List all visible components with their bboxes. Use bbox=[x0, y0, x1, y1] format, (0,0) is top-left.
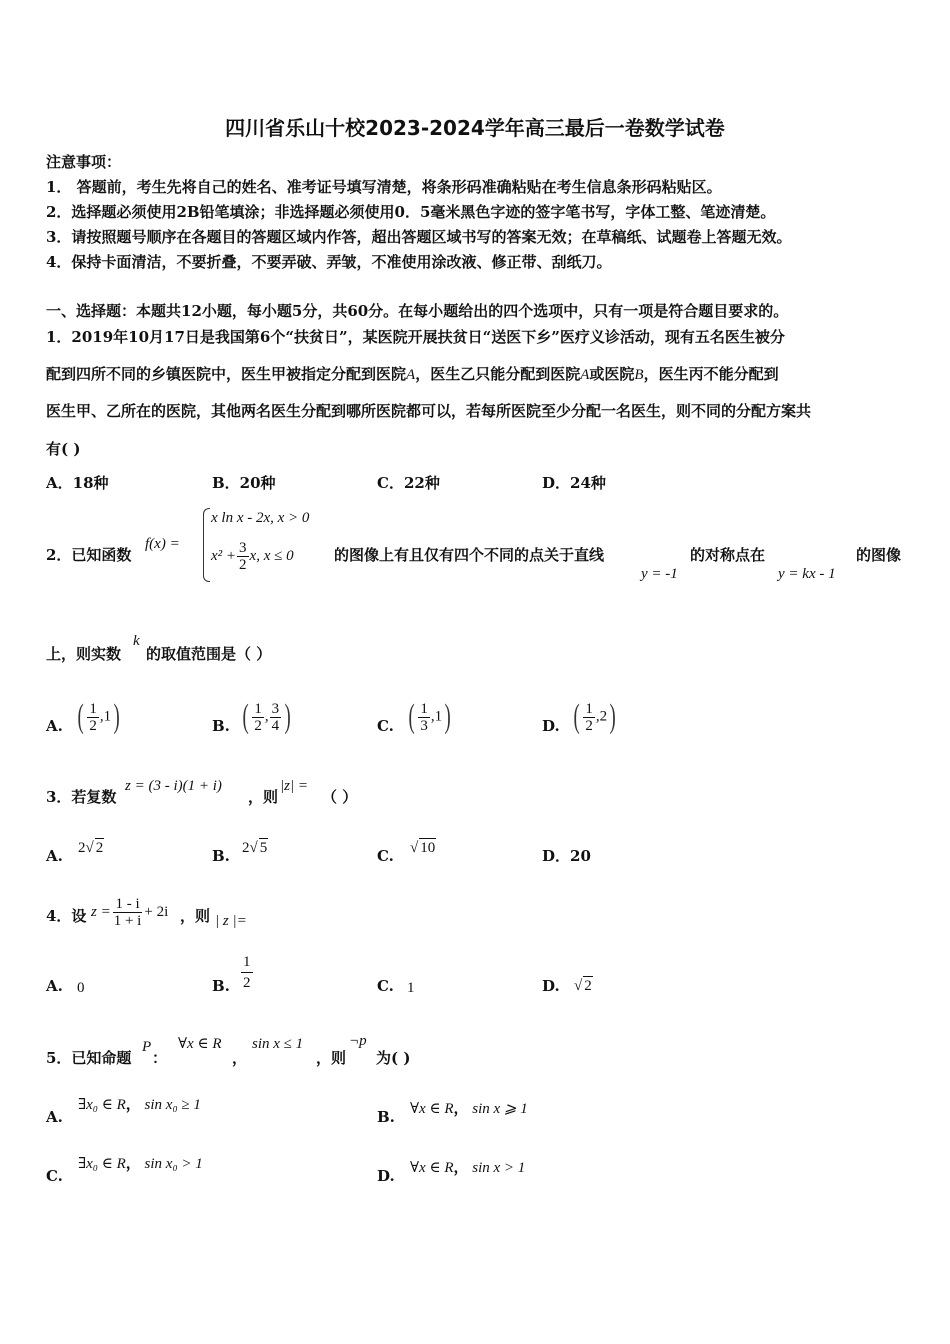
q2-line-eq: y = kx - 1 bbox=[778, 566, 836, 582]
q1-line: 医生甲、乙所在的医院，其他两名医生分配到哪所医院都可以，若每所医院至少分配一名医生，则不同的分配方案共 bbox=[46, 402, 812, 420]
q2-option-a[interactable]: ( $\frac{1}{2}$ ,1) bbox=[77, 698, 120, 735]
q4-option-a[interactable]: 0 bbox=[77, 980, 85, 996]
notice-item: 2．选择题必须使用2B铅笔填涂；非选择题必须使用0．5毫米黑色字迹的签字笔书写，字体工整、笔迹清楚。 bbox=[46, 203, 776, 221]
q1-option-b[interactable]: B．20种 bbox=[212, 474, 276, 492]
q5-option-b[interactable]: ∀x ∈ R， sin x ⩾ 1 bbox=[410, 1101, 528, 1117]
q2-var-k: k bbox=[133, 633, 140, 649]
q3-option-b[interactable]: 2√ 5 bbox=[242, 840, 268, 856]
q1-line: 1．2019年10月17日是我国第6个“扶贫日”，某医院开展扶贫日“送医下乡”医疗义诊活动，现有五名医生被分 bbox=[46, 328, 785, 346]
q5-comma: ， bbox=[232, 1049, 248, 1067]
q3-option-c[interactable]: √ 10 bbox=[410, 840, 436, 856]
notice-item: 3．请按照题号顺序在各题目的答题区域内作答，超出答题区域书写的答案无效；在草稿纸、试题卷上答题无效。 bbox=[46, 228, 792, 246]
q5-option-a[interactable]: ∃x₀ ∈ R， sin x₀ ≥ 1 bbox=[78, 1097, 201, 1113]
q2-func: f(x) = bbox=[145, 536, 180, 552]
q4-prefix: 4．设 bbox=[46, 907, 87, 925]
q5-option-d[interactable]: ∀x ∈ R， sin x > 1 bbox=[410, 1160, 526, 1176]
q1-line: 配到四所不同的乡镇医院中，医生甲被指定分配到医院A，医生乙只能分配到医院A或医院B，医生丙不能分配到 bbox=[46, 365, 779, 383]
q4-text: ，则 bbox=[180, 907, 211, 925]
q2-case2: x² + $\frac{3}{2}$ x, x ≤ 0 bbox=[211, 540, 294, 573]
q1-option-d[interactable]: D．24种 bbox=[542, 474, 606, 492]
q3-option-d[interactable]: D．20 bbox=[542, 847, 591, 865]
q3-abs: |z| = bbox=[280, 778, 308, 794]
section-heading: 一、选择题：本题共12小题，每小题5分，共60分。在每小题给出的四个选项中，只有一项是符合题目要求的。 bbox=[46, 302, 789, 320]
q2-text: 的取值范围是（ ） bbox=[146, 645, 272, 663]
q4-expr: z = $\frac{1 - i}{1 + i}$ + 2i bbox=[91, 896, 169, 929]
notice-heading: 注意事项： bbox=[46, 153, 122, 171]
q4-option-c[interactable]: 1 bbox=[407, 980, 415, 996]
q2-option-b-label[interactable]: B. bbox=[212, 717, 230, 735]
q1-option-a[interactable]: A．18种 bbox=[46, 474, 109, 492]
q5-text: 为( ) bbox=[376, 1049, 411, 1067]
q3-text: ，则 bbox=[248, 788, 279, 806]
q3-text: （ ） bbox=[322, 788, 358, 806]
q2-option-d-label[interactable]: D. bbox=[542, 717, 560, 735]
q5-prefix: 5．已知命题 bbox=[46, 1049, 132, 1067]
page-title: 四川省乐山十校2023-2024学年高三最后一卷数学试卷 bbox=[225, 116, 725, 140]
q5-sin: sin x ≤ 1 bbox=[252, 1036, 304, 1052]
q4-option-d[interactable]: √ 2 bbox=[574, 978, 592, 994]
q2-text: 的图像上有且仅有四个不同的点关于直线 bbox=[334, 546, 605, 564]
q4-option-c-label[interactable]: C. bbox=[377, 977, 394, 995]
notice-item: 4．保持卡面清洁，不要折叠，不要弄破、弄皱，不准使用涂改液、修正带、刮纸刀。 bbox=[46, 253, 612, 271]
q3-option-a-label[interactable]: A. bbox=[46, 847, 63, 865]
q2-option-b[interactable]: ( $\frac{1}{2}$ , $\frac{3}{4}$ ) bbox=[242, 698, 291, 735]
q2-prefix: 2．已知函数 bbox=[46, 546, 132, 564]
q3-prefix: 3．若复数 bbox=[46, 788, 117, 806]
q2-option-d[interactable]: ( $\frac{1}{2}$ ,2) bbox=[573, 698, 616, 735]
q2-option-c-label[interactable]: C. bbox=[377, 717, 394, 735]
q4-abs: | z |= bbox=[215, 913, 247, 929]
q2-line-eq: y = -1 bbox=[641, 566, 678, 582]
q3-option-c-label[interactable]: C. bbox=[377, 847, 394, 865]
q4-option-d-label[interactable]: D. bbox=[542, 977, 560, 995]
q4-option-a-label[interactable]: A. bbox=[46, 977, 63, 995]
q2-case1: x ln x - 2x, x > 0 bbox=[211, 510, 310, 526]
q5-option-a-label[interactable]: A. bbox=[46, 1108, 63, 1126]
q2-option-a-label[interactable]: A. bbox=[46, 717, 63, 735]
q5-notp: ¬p bbox=[349, 1033, 367, 1049]
q2-option-c[interactable]: ( $\frac{1}{3}$ ,1) bbox=[408, 698, 451, 735]
q5-forall: ∀x ∈ R bbox=[178, 1036, 222, 1052]
q5-option-b-label[interactable]: B. bbox=[377, 1108, 395, 1126]
q3-option-a[interactable]: 2√ 2 bbox=[78, 840, 104, 856]
q5-colon: ： bbox=[152, 1049, 168, 1067]
q2-text: 的图像 bbox=[856, 546, 902, 564]
notice-item: 1． 答题前，考生先将自己的姓名、准考证号填写清楚，将条形码准确粘贴在考生信息条形码粘贴区。 bbox=[46, 178, 722, 196]
q5-option-d-label[interactable]: D. bbox=[377, 1167, 395, 1185]
q3-expr: z = (3 - i)(1 + i) bbox=[125, 778, 222, 794]
q5-option-c[interactable]: ∃x₀ ∈ R， sin x₀ > 1 bbox=[78, 1156, 203, 1172]
q1-line: 有( ) bbox=[46, 440, 81, 458]
q1-option-c[interactable]: C．22种 bbox=[377, 474, 440, 492]
q3-option-b-label[interactable]: B. bbox=[212, 847, 230, 865]
piecewise-brace bbox=[203, 508, 210, 582]
q2-text: 上，则实数 bbox=[46, 645, 122, 663]
q4-option-b-label[interactable]: B. bbox=[212, 977, 230, 995]
q4-option-b[interactable]: $\frac{1}{2}$ bbox=[243, 954, 251, 991]
q5-p: P bbox=[142, 1039, 152, 1055]
q5-option-c-label[interactable]: C. bbox=[46, 1167, 63, 1185]
q5-text: ，则 bbox=[316, 1049, 347, 1067]
q2-text: 的对称点在 bbox=[690, 546, 766, 564]
